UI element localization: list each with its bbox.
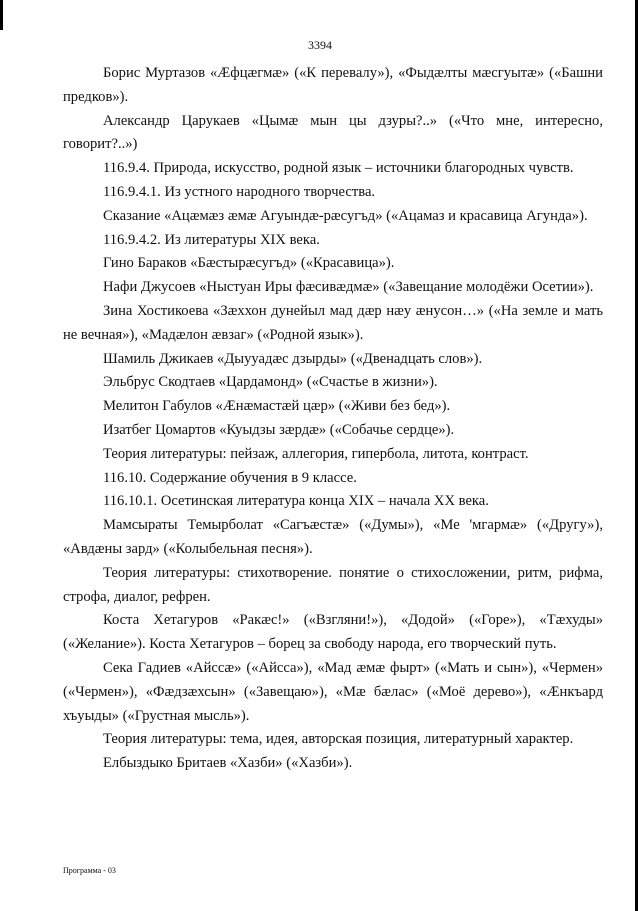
paragraph: Эльбрус Скодтаев «Цардамонд» («Счастье в жизни»). [103, 374, 438, 391]
paragraph: Сказание «Ацæмæз æмæ Агуындæ-рæсугъд» («Ацамаз и красавица Агунда»). [103, 207, 588, 224]
paragraph: Зина Хостикоева «Зæххон дунейыл мад дæр нæу æнусон…» («На земле и мать не вечная»), «Мадæлон æвзаг» («Родной язык»). [63, 302, 603, 343]
paragraph: Теория литературы: тема, идея, авторская позиция, литературный характер. [103, 731, 574, 748]
page-number: 3394 [308, 38, 332, 52]
paragraph: Изатбег Цомартов «Куыдзы зæрдæ» («Собачье сердце»). [103, 421, 455, 438]
document-body [63, 62, 603, 776]
paragraph: 116.10. Содержание обучения в 9 классе. [103, 469, 357, 486]
paragraph: 116.9.4. Природа, искусство, родной язык – источники благородных чувств. [103, 160, 574, 177]
paragraph: Елбыздыко Бритаев «Хазби» («Хазби»). [103, 755, 353, 772]
paragraph: 116.10.1. Осетинская литература конца XIX – начала XX века. [103, 493, 489, 510]
paragraph: Шамиль Джикаев «Дыууадæс дзырды» («Двенадцать слов»). [103, 350, 483, 367]
paragraph: Мелитон Габулов «Æнæмастæй цæр» («Живи без бед»). [103, 398, 451, 415]
paragraph: Нафи Джусоев «Ныстуан Иры фæсивæдмæ» («Завещание молодёжи Осетии»). [103, 279, 594, 296]
paragraph: Теория литературы: пейзаж, аллегория, гипербола, литота, контраст. [103, 445, 529, 462]
page-footer: Программа - 03 [63, 866, 116, 875]
paragraph: Теория литературы: стихотворение. понятие о стихосложении, ритм, рифма, строфа, диалог, рефрен. [63, 564, 603, 605]
paragraph: Сека Гадиев «Айссæ» («Айсса»), «Мад æмæ фырт» («Мать и сын»), «Чермен» («Чермен»), «Фæдзæхсын» («Завещаю»), «Мæ бæлас» («Моё дерево»), «Æнкъард хъуыды» («Грустная мысль»). [63, 659, 603, 724]
paragraph: 116.9.4.2. Из литературы XIX века. [103, 231, 320, 248]
paragraph: 116.9.4.1. Из устного народного творчества. [103, 183, 376, 200]
scan-edge-left [0, 0, 3, 30]
paragraph: Гино Бараков «Бæстырæсугъд» («Красавица»). [103, 255, 395, 272]
paragraph: Александр Царукаев «Цымæ мын цы дзуры?..» («Что мне, интересно, говорит?..») [63, 112, 603, 153]
paragraph: Коста Хетагуров «Ракæс!» («Взгляни!»), «Додой» («Горе»), «Тæхуды» («Желание»). Коста Хетагуров – борец за свободу народа, его творческий путь. [63, 612, 603, 653]
scan-edge-right [635, 0, 638, 911]
paragraph: Мамсыраты Темырболат «Сагъæстæ» («Думы»), «Ме 'мгармæ» («Другу»), «Авдæны зард» («Колыбельная песня»). [63, 517, 603, 557]
paragraph: Борис Муртазов «Æфцæгмæ» («К перевалу»), «Фыдæлты мæсгуытæ» («Башни предков»). [63, 65, 603, 105]
